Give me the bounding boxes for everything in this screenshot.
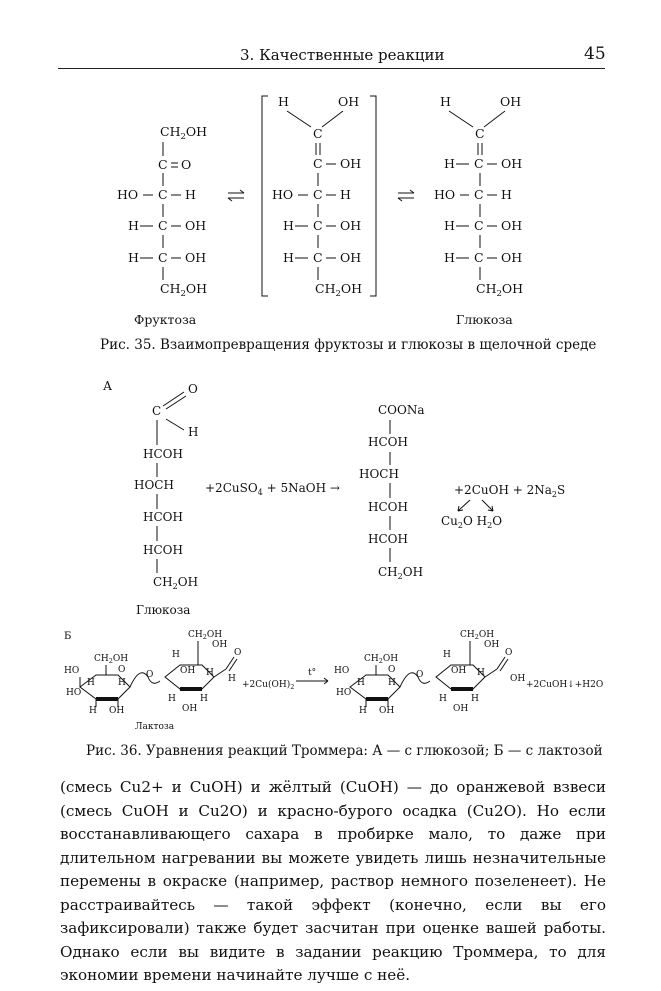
svg-text:CH2OH: $CH_2OH$ — [153, 575, 199, 591]
products-a: +2CuOH + $2Na_2S$ — [454, 483, 566, 499]
svg-text:OH: OH — [500, 94, 522, 109]
svg-text:HCOH: HCOH — [143, 447, 183, 461]
svg-text:H: H — [185, 187, 196, 202]
svg-text:C: C — [474, 156, 484, 171]
running-header-title: 3. Качественные реакции — [240, 46, 445, 64]
svg-text:HCOH: HCOH — [368, 500, 408, 514]
lactose-ring-glucose — [165, 630, 241, 714]
svg-text:H: H — [89, 706, 97, 716]
body-paragraph: (смесь Cu2+ и CuOH) и жёлтый (CuOH) — до оранжевой взвеси (смесь CuOH и Cu2O) и красно-бурого осадка (Cu2O). Но если восстанавливающего сахара в пробирке мало, то даже при длительном нагревании вы можете увидеть лишь незначительные перемены в окраске (например, раствор немного позеленеет). Не расстраивайтесь — такой эффект (конечно, если вы его зафиксировали) также будет засчитан при оценке вашей работы. Однако если вы видите в задании реакцию Троммера, то для экономии времени начинайте лучше с неё. — [60, 778, 606, 984]
svg-text:H: H — [444, 156, 455, 171]
svg-text:O: O — [118, 665, 126, 675]
part-b-label: Б — [64, 631, 72, 642]
svg-text:C: C — [158, 218, 168, 233]
svg-text:H: H — [283, 218, 294, 233]
glucose-label-35: Глюкоза — [456, 312, 513, 327]
svg-text:OH: OH — [180, 666, 196, 676]
svg-text:OH: OH — [501, 250, 523, 265]
svg-text:H: H — [188, 425, 199, 439]
product-ring-galactose — [334, 654, 400, 716]
svg-text:C: C — [158, 187, 168, 202]
svg-text:OH: OH — [340, 156, 362, 171]
svg-text:CH2OH: $CH_2OH$ — [364, 654, 399, 665]
svg-text:C: C — [313, 126, 323, 141]
svg-text:H: H — [439, 694, 447, 704]
reagents-a: +2CuSO$_4$ + 5NaOH → — [205, 481, 340, 497]
svg-text:H: H — [128, 250, 139, 265]
svg-text:H: H — [501, 187, 512, 202]
figure-35-diagram — [0, 0, 661, 340]
svg-text:OH: OH — [212, 640, 228, 650]
svg-text:H: H — [278, 94, 289, 109]
svg-text:C: C — [474, 250, 484, 265]
svg-text:O: O — [388, 665, 396, 675]
svg-text:C: C — [158, 250, 168, 265]
enediol-intermediate — [262, 94, 376, 299]
svg-text:H: H — [87, 678, 95, 688]
svg-text:C: C — [152, 404, 162, 418]
svg-text:OH: OH — [185, 218, 207, 233]
svg-text:HCOH: HCOH — [368, 435, 408, 449]
glucose-structure — [434, 94, 523, 299]
svg-text:HO: HO — [272, 187, 294, 202]
svg-text:HO: HO — [66, 688, 82, 698]
svg-text:H: H — [172, 650, 180, 660]
part-a-label: А — [103, 379, 113, 393]
svg-text:H: H — [444, 250, 455, 265]
svg-text:CH2OH: $CH_2OH$ — [188, 630, 223, 641]
svg-text:H: H — [128, 218, 139, 233]
glucose-label-36: Глюкоза — [136, 603, 191, 617]
svg-text:O: O — [181, 157, 192, 172]
svg-text:OH: OH — [484, 640, 500, 650]
svg-text:OH: OH — [338, 94, 360, 109]
svg-text:C: C — [475, 126, 485, 141]
condition-b: t° — [308, 668, 317, 678]
svg-text:CH2OH: $CH_2OH$ — [315, 281, 363, 299]
svg-text:H: H — [444, 218, 455, 233]
svg-text:CH2OH: $CH_2OH$ — [460, 630, 495, 641]
svg-text:H: H — [283, 250, 294, 265]
svg-text:C: C — [313, 187, 323, 202]
svg-text:H: H — [206, 668, 214, 678]
svg-text:CH2OH: $CH_2OH$ — [476, 281, 524, 299]
svg-text:H: H — [168, 694, 176, 704]
svg-text:OH: OH — [340, 218, 362, 233]
lactose-ring-galactose — [64, 654, 130, 716]
svg-text:H: H — [388, 678, 396, 688]
equilibrium-arrow-1 — [228, 190, 244, 201]
svg-text:O: O — [188, 382, 198, 396]
svg-text:OH: OH — [109, 706, 125, 716]
fructose-label: Фруктоза — [134, 312, 197, 327]
svg-text:O: O — [505, 648, 513, 658]
figure-36b-diagram — [0, 625, 661, 735]
svg-text:CH2OH: $CH_2OH$ — [378, 565, 424, 581]
svg-text:HO: HO — [117, 187, 139, 202]
decomp-a: $Cu_2O$ $H_2O$ — [441, 514, 503, 530]
svg-text:OH: OH — [501, 156, 523, 171]
figure-36a-diagram — [0, 370, 661, 630]
svg-text:OH: OH — [510, 674, 526, 684]
svg-text:OH: OH — [501, 218, 523, 233]
svg-text:H: H — [471, 694, 479, 704]
svg-text:OH: OH — [340, 250, 362, 265]
svg-text:CH2OH: $CH_2OH$ — [160, 124, 208, 142]
svg-text:CH2OH: $CH_2OH$ — [94, 654, 129, 665]
products-b: +2CuOH↓+H2O — [526, 680, 604, 690]
svg-text:H: H — [340, 187, 351, 202]
svg-text:H: H — [440, 94, 451, 109]
svg-text:OH: OH — [379, 706, 395, 716]
svg-text:H: H — [357, 678, 365, 688]
equilibrium-arrow-2 — [398, 190, 414, 201]
svg-text:H: H — [118, 678, 126, 688]
svg-text:C: C — [474, 187, 484, 202]
svg-text:CH2OH: $CH_2OH$ — [160, 281, 208, 299]
svg-text:HCOH: HCOH — [143, 543, 183, 557]
svg-text:HOCH: HOCH — [134, 478, 174, 492]
svg-text:HO: HO — [64, 666, 80, 676]
svg-text:H: H — [477, 668, 485, 678]
svg-text:H: H — [228, 674, 236, 684]
reagent-b: $+2Cu(OH)_2$ — [242, 680, 295, 691]
svg-text:COONa: COONa — [378, 403, 425, 417]
svg-text:HOCH: HOCH — [359, 467, 399, 481]
svg-text:C: C — [474, 218, 484, 233]
figure-35-caption: Рис. 35. Взаимопревращения фруктозы и глюкозы в щелочной среде — [100, 337, 597, 353]
svg-text:C: C — [313, 156, 323, 171]
svg-text:H: H — [443, 650, 451, 660]
svg-text:OH: OH — [451, 666, 467, 676]
svg-text:OH: OH — [453, 704, 469, 714]
svg-text:HO: HO — [334, 666, 350, 676]
svg-text:O: O — [416, 670, 424, 680]
svg-text:HO: HO — [434, 187, 456, 202]
svg-text:HO: HO — [336, 688, 352, 698]
svg-text:H: H — [359, 706, 367, 716]
svg-text:C: C — [313, 218, 323, 233]
svg-text:OH: OH — [182, 704, 198, 714]
svg-text:O: O — [234, 648, 242, 658]
svg-text:C: C — [158, 157, 168, 172]
svg-text:C: C — [313, 250, 323, 265]
figure-36-caption: Рис. 36. Уравнения реакций Троммера: А — с глюкозой; Б — с лактозой — [86, 743, 603, 759]
svg-text:HCOH: HCOH — [143, 510, 183, 524]
svg-text:H: H — [200, 694, 208, 704]
fructose-structure — [117, 124, 207, 299]
page-number: 45 — [584, 44, 606, 64]
svg-text:OH: OH — [185, 250, 207, 265]
svg-text:HCOH: HCOH — [368, 532, 408, 546]
product-ring-glucose — [436, 630, 525, 714]
svg-text:O: O — [146, 670, 154, 680]
lactose-label: Лактоза — [135, 722, 175, 732]
